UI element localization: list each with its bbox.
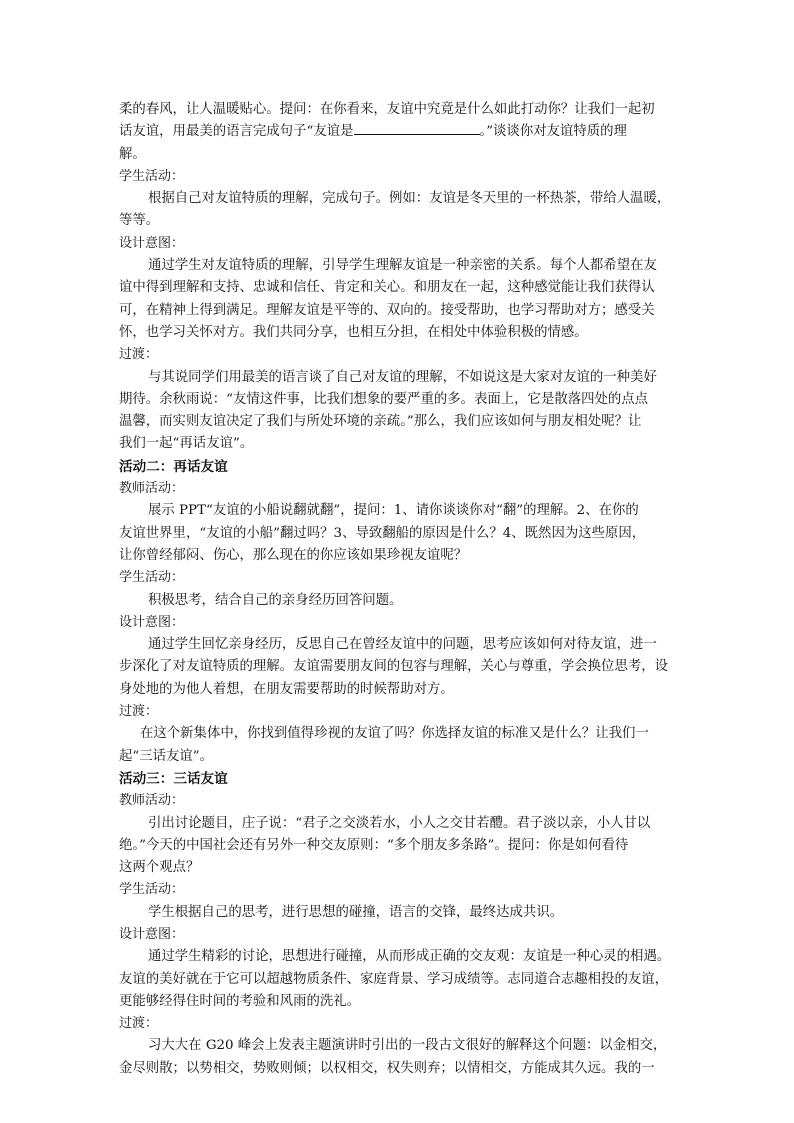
- paragraph-line: 友谊世界里，“友谊的小船”翻过吗？3、导致翻船的原因是什么？4、既然因为这些原因，: [119, 525, 646, 541]
- paragraph-first-line: 习大大在 G20 峰会上发表主题演讲时引出的一段古文很好的解释这个问题：以金相交，: [148, 1038, 667, 1054]
- paragraph-line: 解。: [119, 146, 146, 162]
- paragraph-first-line: 通过学生精彩的讨论，思想进行碰撞，从而形成正确的交友观：友谊是一种心灵的相遇。: [148, 949, 671, 965]
- paragraph-first-line: 积极思考，结合自己的亲身经历回答问题。: [148, 592, 403, 608]
- section-heading: 活动三：三话友谊: [119, 770, 228, 787]
- section-label: 教师活动：: [119, 793, 185, 809]
- paragraph-first-line: 学生根据自己的思考，进行思想的碰撞，语言的交锋，最终达成共识。: [148, 904, 564, 920]
- document-page: [119, 99, 675, 1080]
- paragraph-line: 等等。: [119, 213, 160, 229]
- paragraph-first-line: 与其说同学们用最美的语言谈了自己对友谊的理解，不如说这是大家对友谊的一种美好: [148, 369, 657, 385]
- paragraph-line: 期待。余秋雨说：“友情这件事，比我们想象的要严重的多。表面上，它是散落四处的点点: [119, 391, 649, 407]
- paragraph-line: 身处地的为他人着想，在朋友需要帮助的时候帮助对方。: [119, 681, 454, 697]
- paragraph-line: 这两个观点？: [119, 860, 200, 876]
- section-label: 学生活动：: [119, 882, 185, 898]
- paragraph-first-line: 展示 PPT“友谊的小船说翻就翻”，提问：1、请你谈谈你对“翻”的理解。2、在你的: [148, 503, 639, 519]
- section-label: 设计意图：: [119, 614, 185, 630]
- paragraph-line: 温馨，而实则友谊决定了我们与所处环境的亲疏。”那么，我们应该如何与朋友相处呢？让: [119, 414, 642, 430]
- section-heading: 活动二：再话友谊: [119, 458, 228, 475]
- paragraph-line: 金尽则散；以势相交，势败则倾；以权相交，权失则弃；以情相交，方能成其久远。我的一: [119, 1060, 655, 1076]
- paragraph-line: 可，在精神上得到满足。理解友谊是平等的、双向的。接受帮助，也学习帮助对方；感受关: [119, 302, 655, 318]
- paragraph-line: 起“三话友谊”。: [119, 748, 214, 764]
- section-label: 过渡：: [119, 347, 159, 363]
- section-label: 教师活动：: [119, 481, 185, 497]
- paragraph-first-line: 在这个新集体中，你找到值得珍视的友谊了吗？你选择友谊的标准又是什么？让我们一: [140, 726, 649, 742]
- paragraph-line: 步深化了对友谊特质的理解。友谊需要朋友间的包容与理解，关心与尊重，学会换位思考，设: [119, 659, 669, 675]
- paragraph-first-line: 通过学生回忆亲身经历，反思自己在曾经友谊中的问题，思考应该如何对待友谊，进一: [148, 637, 657, 653]
- paragraph-line: 绝。”今天的中国社会还有另外一种交友原则：“多个朋友多条路”。提问：你是如何看待: [119, 837, 629, 853]
- paragraph-first-line: 引出讨论题目，庄子说：“君子之交淡若水，小人之交甘若醴。君子淡以亲，小人甘以: [148, 815, 651, 831]
- section-label: 过渡：: [119, 704, 159, 720]
- paragraph-line: 更能够经得住时间的考验和风雨的洗礼。: [119, 993, 361, 1009]
- fill-in-blank: [354, 122, 480, 135]
- paragraph-line: 谊中得到理解和支持、忠诚和信任、肯定和关心。和朋友在一起，这种感觉能让我们获得认: [119, 280, 655, 296]
- section-label: 学生活动：: [119, 570, 185, 586]
- section-label: 设计意图：: [119, 926, 185, 942]
- paragraph-first-line: 根据自己对友谊特质的理解，完成句子。例如：友谊是冬天里的一杯热茶，带给人温暖，: [148, 191, 671, 207]
- paragraph-line: 怀，也学习关怀对方。我们共同分享，也相互分担，在相处中体验积极的情感。: [119, 324, 588, 340]
- section-label: 过渡：: [119, 1016, 159, 1032]
- text-after-blank: 。”谈谈你对友谊特质的理: [479, 124, 627, 140]
- paragraph-first-line: 通过学生对友谊特质的理解，引导学生理解友谊是一种亲密的关系。每个人都希望在友: [148, 258, 657, 274]
- paragraph-line: 我们一起“再话友谊”。: [119, 436, 254, 452]
- text-before-blank: 话友谊，用最美的语言完成句子“友谊是: [119, 124, 354, 140]
- paragraph-line-with-blank: [119, 121, 675, 143]
- section-label: 设计意图：: [119, 235, 185, 251]
- section-label: 学生活动：: [119, 168, 185, 184]
- paragraph-line: 让你曾经郁闷、伤心，那么现在的你应该如果珍视友谊呢？: [119, 547, 468, 563]
- paragraph-line: 友谊的美好就在于它可以超越物质条件、家庭背景、学习成绩等。志同道合志趣相投的友谊，: [119, 971, 669, 987]
- paragraph-line: 柔的春风，让人温暖贴心。提问：在你看来，友谊中究竟是什么如此打动你？让我们一起初: [119, 102, 655, 117]
